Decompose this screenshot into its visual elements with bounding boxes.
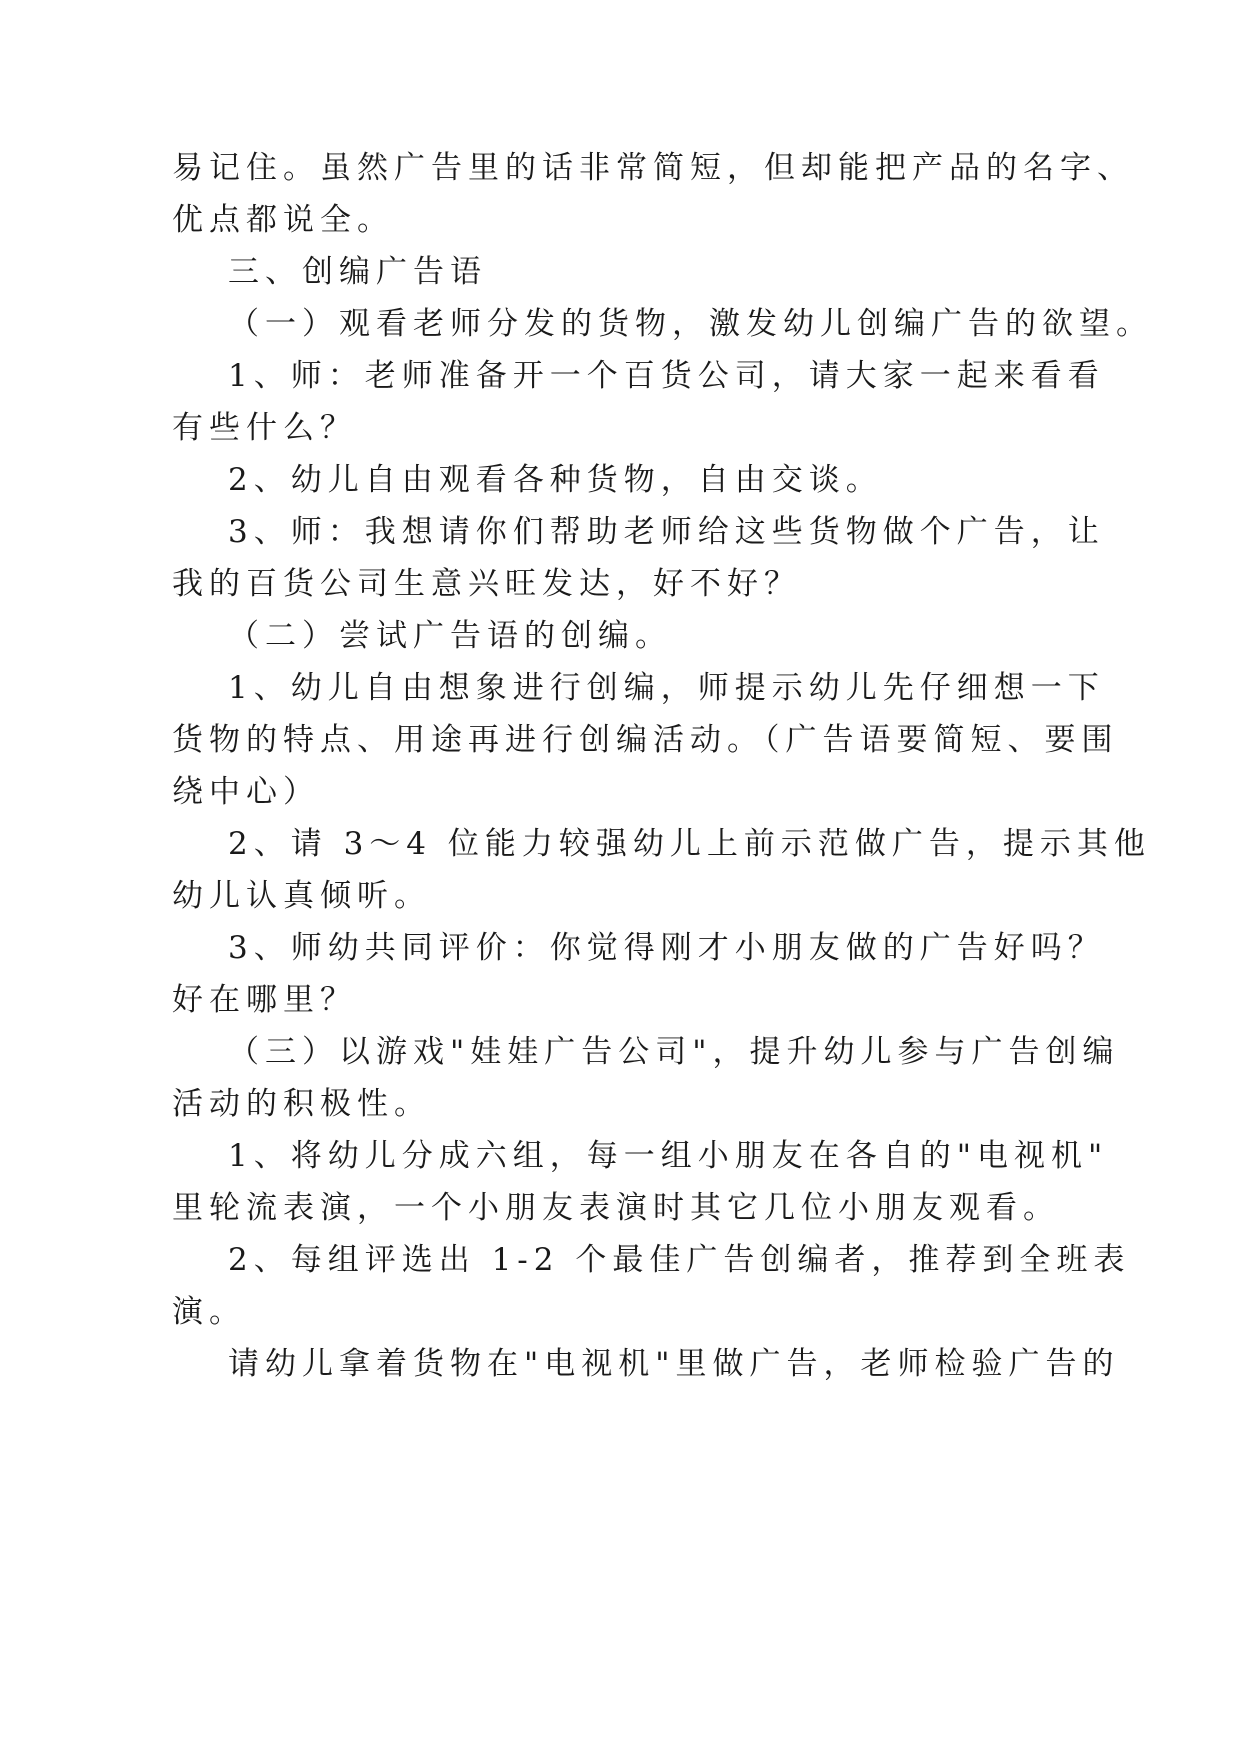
paragraph-line: 1、师：老师准备开一个百货公司，请大家一起来看看 — [228, 358, 1105, 394]
paragraph-line: 好在哪里？ — [172, 982, 357, 1018]
paragraph-line: 2、请 3～4 位能力较强幼儿上前示范做广告，提示其他 — [228, 826, 1151, 862]
subsection-heading: （一）观看老师分发的货物，激发幼儿创编广告的欲望。 — [228, 306, 1153, 342]
paragraph-line: 演。 — [172, 1294, 246, 1330]
paragraph-line: 请幼儿拿着货物在"电视机"里做广告，老师检验广告的 — [228, 1346, 1120, 1382]
paragraph-line: 有些什么？ — [172, 410, 357, 446]
paragraph-line: 活动的积极性。 — [172, 1086, 431, 1122]
paragraph-line: 幼儿认真倾听。 — [172, 878, 431, 914]
subsection-heading: （二）尝试广告语的创编。 — [228, 618, 672, 654]
paragraph-line: 3、师幼共同评价：你觉得刚才小朋友做的广告好吗？ — [228, 930, 1105, 966]
paragraph-line: 绕中心） — [172, 774, 320, 810]
subsection-heading: （三）以游戏"娃娃广告公司"，提升幼儿参与广告创编 — [228, 1034, 1120, 1070]
paragraph-line: 3、师：我想请你们帮助老师给这些货物做个广告，让 — [228, 514, 1105, 550]
paragraph-line: 1、幼儿自由想象进行创编，师提示幼儿先仔细想一下 — [228, 670, 1105, 706]
paragraph-line: 优点都说全。 — [172, 202, 394, 238]
paragraph-line: 里轮流表演，一个小朋友表演时其它几位小朋友观看。 — [172, 1190, 1060, 1226]
paragraph-line: 易记住。虽然广告里的话非常简短，但却能把产品的名字、 — [172, 150, 1134, 186]
paragraph-line: 我的百货公司生意兴旺发达，好不好？ — [172, 566, 801, 602]
paragraph-line: 2、幼儿自由观看各种货物，自由交谈。 — [228, 462, 883, 498]
paragraph-line: 货物的特点、用途再进行创编活动。（广告语要简短、要围 — [172, 722, 1119, 758]
section-heading: 三、创编广告语 — [228, 254, 487, 290]
paragraph-line: 2、每组评选出 1-2 个最佳广告创编者，推荐到全班表 — [228, 1242, 1131, 1278]
paragraph-line: 1、将幼儿分成六组，每一组小朋友在各自的"电视机" — [228, 1138, 1109, 1174]
